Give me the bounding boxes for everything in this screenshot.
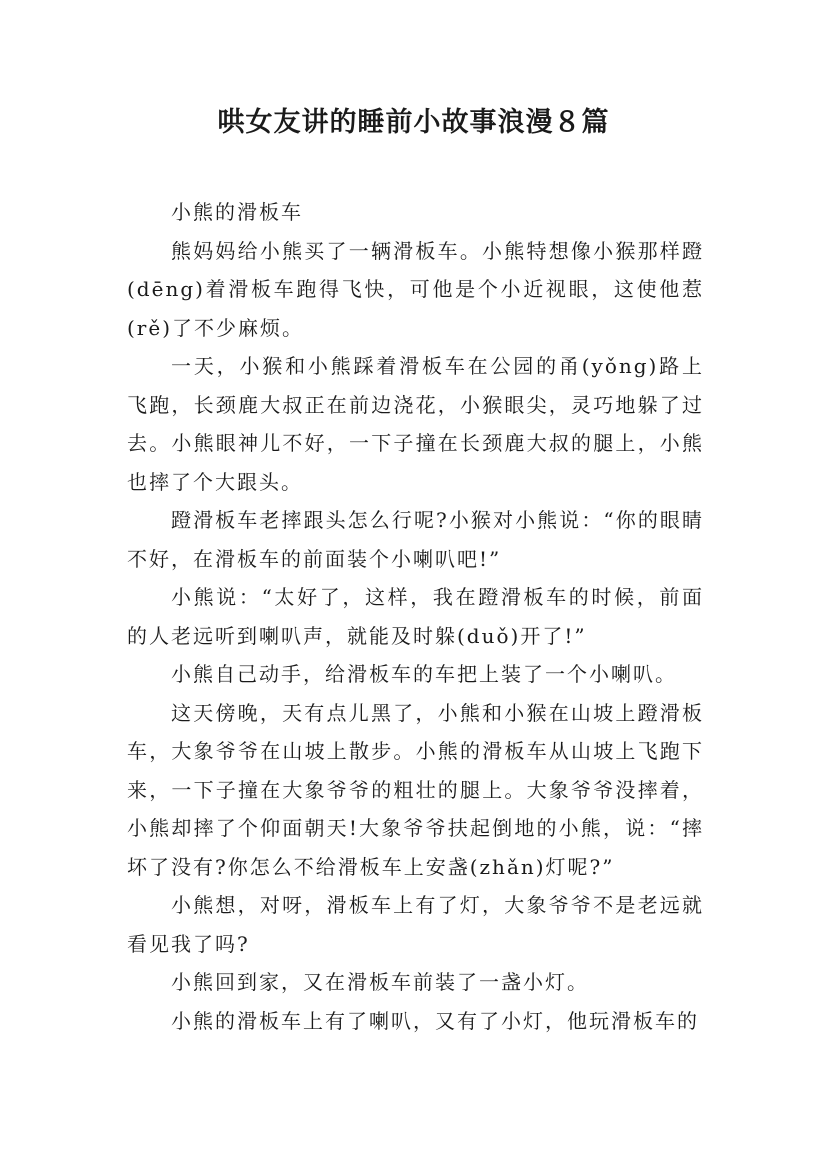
paragraph: 这天傍晚，天有点儿黑了，小熊和小猴在山坡上蹬滑板车，大象爷爷在山坡上散步。小熊的滑板车从山坡上飞跑下来，一下子撞在大象爷爷的粗壮的腿上。大象爷爷没摔着，小熊却摔了个仰面朝天!大象爷爷扶起倒地的小熊，说：“摔坏了没有?你怎么不给滑板车上安盏(zhǎn)灯呢?” bbox=[127, 700, 704, 879]
paragraph: 小熊说：“太好了，这样，我在蹬滑板车的时候，前面的人老远听到喇叭声，就能及时躲(duǒ)开了!” bbox=[127, 585, 704, 648]
paragraph: 熊妈妈给小熊买了一辆滑板车。小熊特想像小猴那样蹬(dēng)着滑板车跑得飞快，可他是个小近视眼，这使他惹(rě)了不少麻烦。 bbox=[127, 238, 704, 340]
document-body bbox=[127, 193, 704, 1040]
paragraph: 小熊的滑板车上有了喇叭，又有了小灯，他玩滑板车的 bbox=[171, 1008, 699, 1033]
paragraph: 一天，小猴和小熊踩着滑板车在公园的甬(yǒng)路上飞跑，长颈鹿大叔正在前边浇花，小猴眼尖，灵巧地躲了过去。小熊眼神儿不好，一下子撞在长颈鹿大叔的腿上，小熊也摔了个大跟头。 bbox=[127, 354, 704, 494]
paragraph: 小熊回到家，又在滑板车前装了一盏小灯。 bbox=[171, 970, 589, 994]
story-heading: 小熊的滑板车 bbox=[171, 200, 303, 224]
document-title: 哄女友讲的睡前小故事浪漫８篇 bbox=[217, 107, 610, 138]
paragraph: 小熊想，对呀，滑板车上有了灯，大象爷爷不是老远就看见我了吗? bbox=[127, 893, 704, 956]
paragraph: 小熊自己动手，给滑板车的车把上装了一个小喇叭。 bbox=[171, 662, 677, 686]
paragraph: 蹬滑板车老摔跟头怎么行呢?小猴对小熊说：“你的眼睛不好，在滑板车的前面装个小喇叭吧!” bbox=[127, 508, 704, 571]
